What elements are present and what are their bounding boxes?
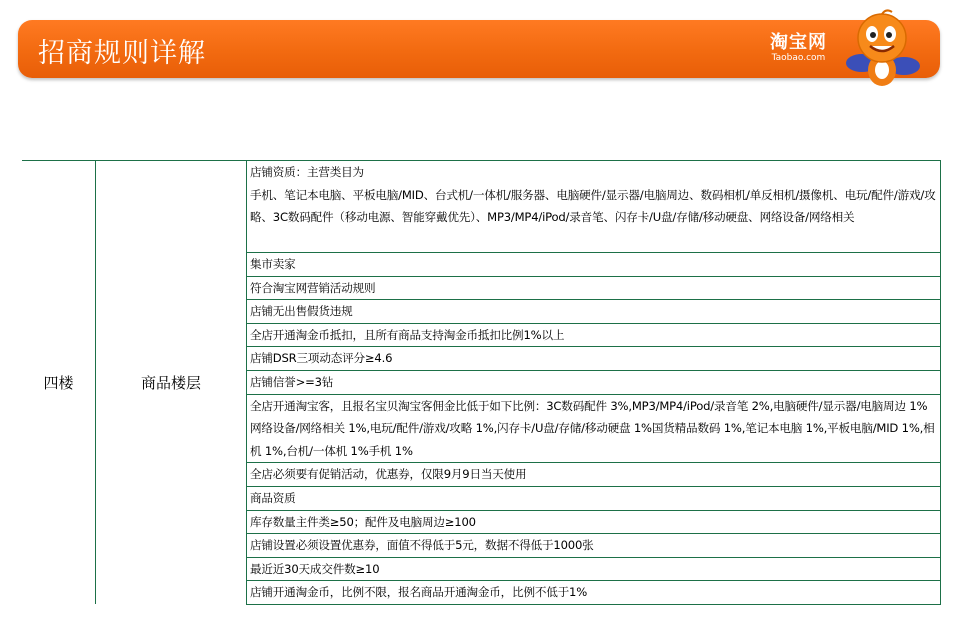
rule-cell: 店铺DSR三项动态评分≥4.6 [247,347,941,371]
rule-cell: 集市卖家 [247,253,941,277]
rule-cell: 商品资质 [247,486,941,510]
rule-cell: 全店开通淘金币抵扣，且所有商品支持淘金币抵扣比例1%以上 [247,323,941,347]
rules-table [22,160,941,605]
rule-cell: 店铺开通淘金币，比例不限，报名商品开通淘金币，比例不低于1% [247,581,941,605]
taobao-logo[interactable] [770,33,827,64]
rule-cell: 店铺无出售假货违规 [247,300,941,324]
rule-cell: 店铺信誉>=3钻 [247,370,941,394]
rule-cell: 全店必须要有促销活动，优惠券，仅限9月9日当天使用 [247,463,941,487]
taobao-mascot-icon [842,8,922,90]
rule-cell: 店铺资质：主营类目为 手机、笔记本电脑、平板电脑/MID、台式机/一体机/服务器、电脑硬件/显示器/电脑周边、数码相机/单反相机/摄像机、电玩/配件/游戏/攻略、3C数码配件（移动电源、智能穿戴优先）、MP3/MP4/iPod/录音笔、闪存卡/U盘/存储/移动硬盘、网络设备/网络相关 [247,161,941,253]
rule-cell: 库存数量主件类≥50；配件及电脑周边≥100 [247,510,941,534]
logo-text-en: Taobao.com [771,53,826,63]
logo-text-cn: 淘宝网 [770,32,827,53]
rules-table-wrapper [22,160,941,605]
rule-cell: 全店开通淘宝客，且报名宝贝淘宝客佣金比低于如下比例：3C数码配件 3%,MP3/MP4/iPod/录音笔 2%,电脑硬件/显示器/电脑周边 1% 网络设备/网络相关 1%,电玩/配件/游戏/攻略 1%,闪存卡/U盘/存储/移动硬盘 1%国货精品数码 1%,笔记本电脑 1%,平板电脑/MID 1%,相机 1%,台机/一体机 1%手机 1% [247,394,941,463]
page-title: 招商规则详解 [38,38,206,69]
rule-cell: 最近近30天成交件数≥10 [247,557,941,581]
category-cell: 商品楼层 [96,161,247,605]
floor-cell: 四楼 [22,161,96,605]
rule-cell: 符合淘宝网营销活动规则 [247,276,941,300]
rule-cell: 店铺设置必须设置优惠券，面值不得低于5元，数据不得低于1000张 [247,534,941,558]
